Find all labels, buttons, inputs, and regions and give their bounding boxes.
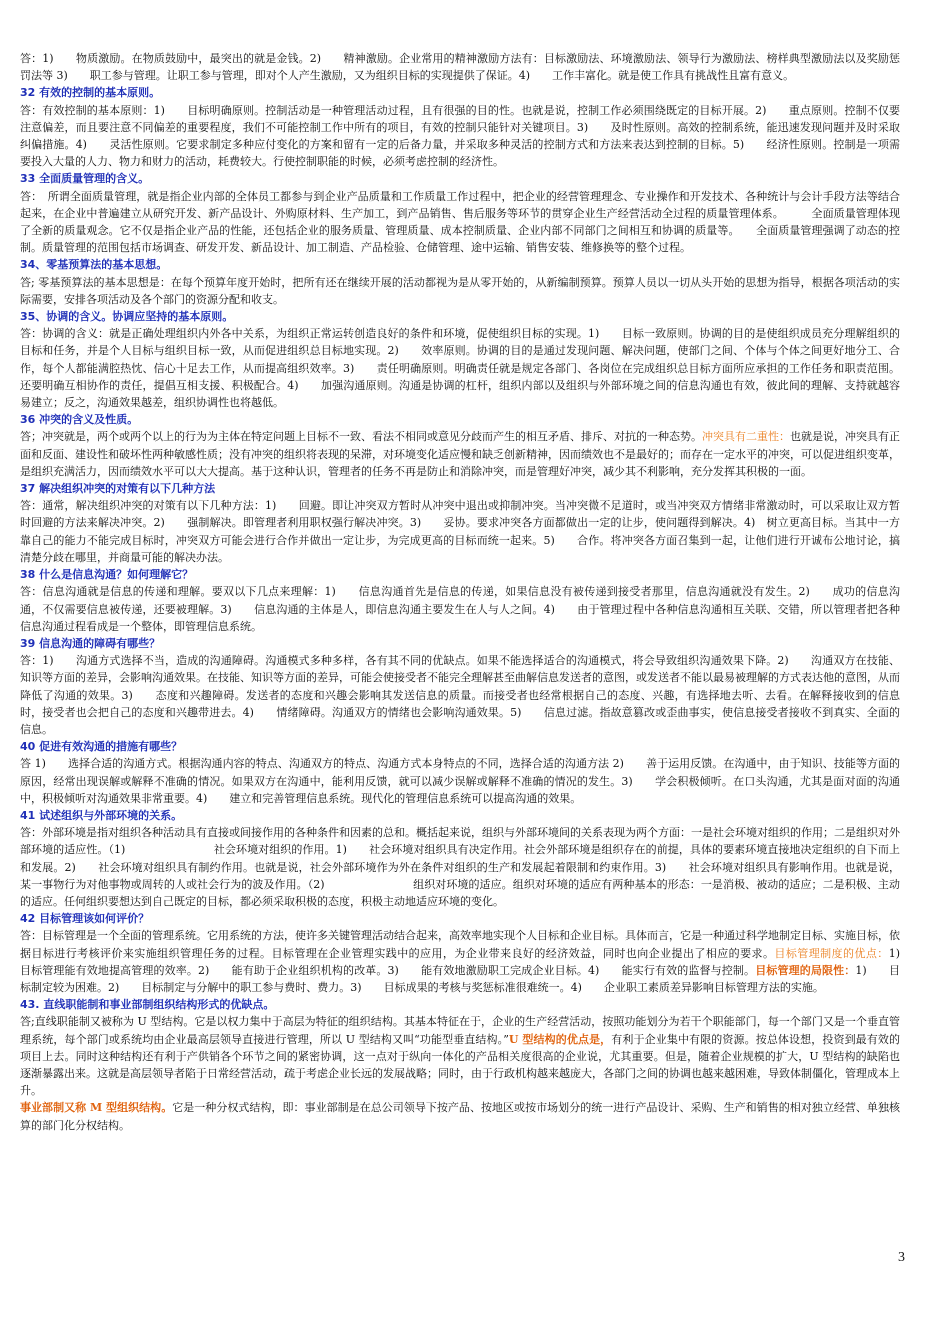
body-text: 有利于企业集中有限的资源。按总体设想，投资到最有效的项目上去。同时这种结构还有利于产供销各个环节之间的紧密协调，这一点对于纵向一体化的产品相关度很高的企业说，尤其重要。但是，随着企业规模的扩大，U 型结构的缺陷也逐渐暴露出来。这就是高层领导者陷于日常经营活动，疏于考虑企业长远的发展战略；同时，由于行政机构越来越庞大，各部门之间的协调也越来越困难，导致体制僵化，管理成本上升。 <box>20 1032 901 1098</box>
body-text: 它是一种分权式结构，即：事业部制是在总公司领导下按产品、按地区或按市场划分的统一进行产品设计、采购、生产和销售的相对独立经营、单独核算的部门化分权结构。 <box>20 1101 900 1132</box>
heading-text: 35、协调的含义。协调应坚持的基本原则。 <box>20 310 234 324</box>
section-heading <box>20 84 900 101</box>
heading-text: 37 解决组织冲突的对策有以下几种方法 <box>20 482 216 496</box>
body-text: 答：协调的含义：就是正确处理组织内外各中关系，为组织正常运转创造良好的条件和环境，促使组织目标的实现。1) 目标一致原则。协调的目的是使组织成员充分理解组织的目标和任务，并是个人目标与组织目标一致，从而促进组织总目标地实现。2) 效率原则。协调的目的是通过发现问题、解决问题，使部门之间、个体与个体之间更好地分工、合作，每个人都能满腔热忱、信心十足去工作，从而提高组织效率。3) 责任明确原则。明确责任就是规定各部门、各岗位在完成组织总目标方面所应承担的工作任务和职责范围。还要明确互相协作的责任，提倡互相支援、积极配合。4) 加强沟通原则。沟通是协调的杠杆，组织内部以及组织与外部环境之间的信息沟通也有效，彼此间的理解、支持就越容易建立；反之，沟通效果越差，组织协调性也将越低。 <box>20 327 900 410</box>
section-heading <box>20 411 900 428</box>
highlighted-text: 目标管理的局限性： <box>755 963 856 977</box>
body-text: 答：信息沟通就是信息的传递和理解。要双以下几点来理解：1) 信息沟通首先是信息的传递，如果信息没有被传递到接受者那里，信息沟通就没有发生。2) 成功的信息沟通，不仅需要信息被传递，还要被理解。3) 信息沟通的主体是人，即信息沟通主要发生在人与人之间。4) 由于管理过程中各种信息沟通相互关联、交错，所以管理者把各种信息沟通过程看成是一个整体，即管理信息系统。 <box>20 585 900 633</box>
answer-paragraph <box>20 102 900 171</box>
heading-text: 40 促进有效沟通的措施有哪些？ <box>20 740 183 754</box>
body-text: 1) 目标制定较为困难。2) 目标制定与分解中的职工参与费时、费力。3) 目标成果的考核与奖惩标准很难统一。4) 企业职工素质差异影响目标管理方法的实施。 <box>20 963 900 994</box>
heading-text: 36 冲突的含义及性质。 <box>20 413 139 427</box>
answer-paragraph <box>20 652 900 738</box>
section-heading <box>20 910 900 927</box>
section-heading <box>20 308 900 325</box>
section-heading <box>20 480 900 497</box>
highlighted-text: 冲突具有二重性： <box>702 430 790 444</box>
section-heading <box>20 566 900 583</box>
answer-paragraph <box>20 274 900 308</box>
heading-text: 34、零基预算法的基本思想。 <box>20 258 168 272</box>
body-text: 答; 零基预算法的基本思想是：在每个预算年度开始时，把所有还在继续开展的活动都视为是从零开始的，从新编制预算。预算人员以一切从头开始的思想为指导，根据各项活动的实际需要，安排各项活动及各个部门的资源分配和收支。 <box>20 275 900 306</box>
section-heading <box>20 807 900 824</box>
answer-paragraph <box>20 583 900 635</box>
answer-paragraph <box>20 755 900 807</box>
heading-text: 43. 直线职能制和事业部制组织结构形式的优缺点。 <box>20 998 275 1012</box>
highlighted-text: 事业部制又称 M 型组织结构。 <box>20 1101 173 1115</box>
heading-text: 42 目标管理该如何评价？ <box>20 912 150 926</box>
body-text: 答；冲突就是，两个或两个以上的行为为主体在特定问题上目标不一致、看法不相同或意见分歧而产生的相互矛盾、排斥、对抗的一种态势。 <box>20 430 702 444</box>
body-text: 答：通常，解决组织冲突的对策有以下几种方法：1) 回避。即让冲突双方暂时从冲突中退出或抑制冲突。当冲突微不足道时，或当冲突双方情绪非常激动时，可以采取让双方暂时回避的方法来解决冲突。2) 强制解决。即管理者利用职权强行解决冲突。3) 妥协。要求冲突各方面都做出一定的让步，使问题得到解决。4) 树立更高目标。当其中一方靠自己的能力不能完成目标时，冲突双方可能会进行合作并做出一定让步，为完成更高的目标而统一起来。5) 合作。将冲突各方面召集到一起，让他们进行开诚布公地讨论，搞清楚分歧在哪里，并商量可能的解决办法。 <box>20 499 900 564</box>
highlighted-text: 目标管理制度的优点： <box>774 946 889 960</box>
answer-paragraph <box>20 428 900 480</box>
document-page <box>20 50 923 1134</box>
section-heading <box>20 170 900 187</box>
body-text: 答： 所谓全面质量管理，就是指企业内部的全体员工都参与到企业产品质量和工作质量工作过程中，把企业的经营管理理念、专业操作和开发技术、各种统计与会计手段方法等结合起来，在企业中普遍建立从研究开发、新产品设计、外购原材料、生产加工，到产品销售、售后服务等环节的贯穿企业生产经营活动全过程的质量管理体系。 全面质量管理体现了全新的质量观念。它不仅是指企业产品的性能，还包括企业的服务质量、管理质量、成本控制质量、企业内部不同部门之间相互和协调的质量等。 全面质量管理强调了动态的控制。质量管理的范围包括市场调查、研发开发、新品设计、加工制造、产品检验、仓储管理、途中运输、销售安装、维修换等的整个过程。 <box>20 189 900 255</box>
heading-text: 33 全面质量管理的含义。 <box>20 172 150 186</box>
body-text: 答 1) 选择合适的沟通方式。根据沟通内容的特点、沟通双方的特点、沟通方式本身特点的不同，选择合适的沟通方法 2) 善于运用反馈。在沟通中，由于知识、技能等方面的原因，经常出现误解或解释不准确的情况。如果双方在沟通中，能利用反馈，就可以减少误解或解释不准确的情况的发生。3) 学会积极倾听。在口头沟通，尤其是面对面的沟通中，积极倾听对沟通效果非常重要。4) 建立和完善管理信息系统。现代化的管理信息系统可以提高沟通的效果。 <box>20 757 900 805</box>
body-text: 答：1) 沟通方式选择不当，造成的沟通障碍。沟通模式多种多样，各有其不同的优缺点。如果不能选择适合的沟通模式，将会导致组织沟通效果下降。2) 沟通双方在技能、知识等方面的差异，会影响沟通效果。在技能、知识等方面的差异，可能会使接受者不能完全理解甚至曲解信息发送者的意图，或发送者不能以最易被理解的方式表达他的意图，从而降低了沟通的效果。3) 态度和兴趣障碍。发送者的态度和兴趣会影响其发送信息的质量。而接受者也经常根据自己的态度、兴趣，有选择地去听、去看。在解释接收到的信息时，接受者也会把自己的态度和兴趣带进去。4) 情绪障碍。沟通双方的情绪也会影响沟通效果。5) 信息过滤。指故意篡改或歪曲事实，使信息接受者接收不到真实、全面的信息。 <box>20 654 900 736</box>
heading-text: 32 有效的控制的基本原则。 <box>20 86 161 100</box>
section-heading <box>20 256 900 273</box>
answer-paragraph <box>20 188 900 257</box>
answer-paragraph <box>20 1099 900 1133</box>
answer-paragraph <box>20 497 900 566</box>
body-text: 答：1) 物质激励。在物质鼓励中，最突出的就是金钱。2) 精神激励。企业常用的精神激励方法有：目标激励法、环境激励法、领导行为激励法、榜样典型激励法以及奖励惩罚法等 3) 职工参与管理。让职工参与管理，即对个人产生激励，又为组织目标的实现提供了保证。4) 工作丰富化。就是使工作具有挑战性且富有意义。 <box>20 52 900 83</box>
answer-paragraph <box>20 325 900 411</box>
body-text: 答;直线职能制又被称为 U 型结构。它是以权力集中于高层为特征的组织结构。其基本特征在于，企业的生产经营活动，按照功能划分为若干个职能部门，每一个部门又是一个垂直管理系统，每个部门或系统均由企业最高层领导直接进行管理，所以 U 型结构又叫“功能型垂直结构。” <box>20 1015 900 1046</box>
heading-text: 41 试述组织与外部环境的关系。 <box>20 808 183 822</box>
body-text: 也就是说，冲突具有正面和反面、建设性和破坏性两种敏感性质；没有冲突的组织将表现的呆滞，对环境变化适应慢和缺乏创新精神，因而绩效也不是最好的；而存在一定水平的冲突，可以促进组织变革，是组织充满活力，因而绩效水平可以大大提高。基于这种认识，管理者的任务不再是防止和消除冲突，而是管理好冲突，减少其不利影响，充分发挥其积极的一面。 <box>20 430 900 478</box>
section-heading <box>20 996 900 1013</box>
answer-paragraph <box>20 1013 900 1099</box>
body-text: 答：外部环境是指对组织各种活动具有直接或间接作用的各种条件和因素的总和。概括起来说，组织与外部环境间的关系表现为两个方面：一是社会环境对组织的作用；二是组织对外部环境的适应性。（1) 社会环境对组织的作用。1) 社会环境对组织具有决定作用。社会外部环境是组织存在的前提，具体的要素环境直接地决定组织的自下而上和发展。2) 社会环境对组织具有制约作用。也就是说，社会外部环境作为外在条件对组织的生产和发展起着限制和约束作用。3) 社会环境对组织具有影响作用。也就是说，某一事物行为对他事物或周转的人或社会行为的波及作用。（2) 组织对环境的适应。组织对环境的适应有两种基本的形态：一是消极、被动的适应；二是积极、主动的适应。任何组织要想达到自己既定的目标，都必须采取积极的态度，积极主动地适应环境的变化。 <box>20 826 900 908</box>
body-text: 答：有效控制的基本原则：1) 目标明确原则。控制活动是一种管理活动过程，且有很强的目的性。也就是说，控制工作必须围绕既定的目标开展。2) 重点原则。控制不仅要注意偏差，而且要注意不同偏差的重要程度，我们不可能控制工作中所有的项目，有效的控制只能针对关键项目。3) 及时性原则。高效的控制系统，能迅速发现问题并及时采取纠偏措施。4) 灵活性原则。它要求制定多种应付变化的方案和留有一定的后备力量，并采取多种灵活的控制方式和方法来表达到控制的目标。5) 经济性原则。控制是一项需要投入大量的人力、物力和财力的活动，耗费较大。行使控制职能的时候，必须考虑控制的经济性。 <box>20 103 900 169</box>
section-heading <box>20 738 900 755</box>
heading-text: 38 什么是信息沟通？如何理解它？ <box>20 568 194 582</box>
body-text: 1) 目标管理能有效地提高管理的效率。2) 能有助于企业组织机构的改革。3) 能有效地激励职工完成企业目标。4) 能实行有效的监督与控制。 <box>20 946 923 977</box>
section-heading <box>20 635 900 652</box>
highlighted-text: U 型结构的优点是， <box>508 1032 612 1046</box>
answer-paragraph <box>20 50 900 84</box>
answer-paragraph <box>20 927 923 996</box>
answer-paragraph <box>20 824 900 910</box>
page-number: 3 <box>898 1250 905 1265</box>
heading-text: 39 信息沟通的障碍有哪些？ <box>20 636 161 650</box>
body-text: 答：目标管理是一个全面的管理系统。它用系统的方法，使许多关键管理活动结合起来，高效率地实现个人目标和企业目标。具体而言，它是一种通过科学地制定目标、实施目标，依据目标进行考核评价来实施组织管理任务的过程。目标管理在企业管理实践中的应用，为企业带来良好的经济效益，同时也向企业提出了相应的要求。 <box>20 929 900 960</box>
